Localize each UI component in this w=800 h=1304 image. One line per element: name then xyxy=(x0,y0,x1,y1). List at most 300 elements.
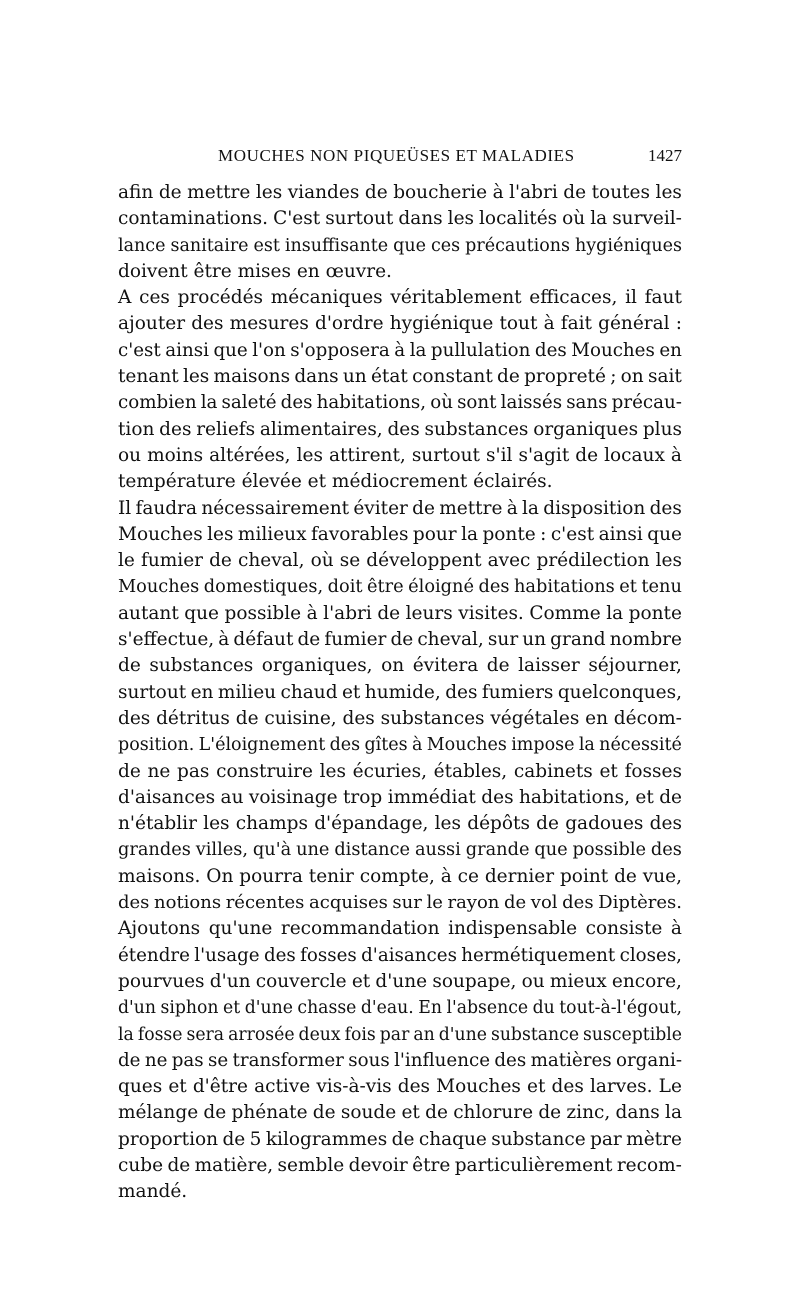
text-line xyxy=(118,417,682,443)
word: de xyxy=(486,655,510,677)
word: de xyxy=(209,550,232,572)
word: localités xyxy=(479,208,558,230)
word: C'est xyxy=(273,208,321,230)
word: lance xyxy=(118,235,166,256)
word: Mouches xyxy=(118,577,200,598)
word: et xyxy=(527,1076,546,1098)
word: afin xyxy=(118,182,154,203)
word: des xyxy=(445,681,478,703)
word: de xyxy=(391,1128,415,1150)
word: des xyxy=(118,892,150,914)
word: est xyxy=(253,235,280,256)
word: L'éloignement xyxy=(198,735,326,756)
word: à xyxy=(670,918,682,940)
word: fait xyxy=(560,313,592,335)
word: de xyxy=(118,655,141,677)
text-line xyxy=(118,285,682,311)
word: notions xyxy=(154,892,222,914)
word: larves. xyxy=(589,1076,653,1098)
word: s'effectue, xyxy=(118,629,215,651)
text-line xyxy=(118,548,682,574)
word: à xyxy=(394,339,406,361)
word: en xyxy=(190,681,214,703)
word: et xyxy=(599,760,618,782)
text-line xyxy=(118,390,682,416)
word: de xyxy=(563,182,587,203)
word: siphon xyxy=(160,998,219,1019)
word: Le xyxy=(658,1076,682,1098)
word: cheval, xyxy=(417,629,484,651)
word: de xyxy=(659,786,682,808)
word: des xyxy=(650,840,682,861)
word: que xyxy=(184,602,219,624)
word: à xyxy=(543,313,555,335)
word: aussi xyxy=(414,840,461,861)
word: ces xyxy=(139,287,170,309)
word: sera xyxy=(186,1024,225,1045)
word: précautions xyxy=(465,235,570,256)
word: de xyxy=(118,1049,141,1071)
word: mélange xyxy=(118,1102,199,1124)
word: véritablement xyxy=(390,287,522,309)
word: il xyxy=(625,287,637,309)
text-line xyxy=(118,837,682,863)
word: constant xyxy=(412,366,493,388)
text-line xyxy=(118,574,682,600)
page-number: 1427 xyxy=(648,146,682,165)
word: closes, xyxy=(619,944,682,966)
word: l'influence xyxy=(394,1049,491,1071)
word: la xyxy=(665,1102,682,1124)
word: viandes xyxy=(287,182,360,203)
word: impose xyxy=(511,735,575,756)
word: et xyxy=(401,1102,420,1124)
word: attirent, xyxy=(328,444,406,466)
word: substances xyxy=(424,418,529,440)
text-line xyxy=(118,995,682,1021)
text-line xyxy=(118,916,682,942)
word: mieux xyxy=(549,970,607,992)
word: sous xyxy=(348,1049,390,1071)
word: de xyxy=(575,444,599,466)
word: fumier xyxy=(324,629,387,651)
word: autant xyxy=(118,602,179,624)
word: mètre xyxy=(626,1128,682,1150)
word: faut xyxy=(644,287,682,309)
word: s'agit xyxy=(518,444,570,466)
word: villes, xyxy=(195,840,249,861)
word: de xyxy=(377,602,401,624)
word: domestiques, xyxy=(203,577,324,598)
word: laisser xyxy=(518,655,580,677)
word: substance xyxy=(491,1128,586,1150)
word: En xyxy=(418,998,442,1019)
word: position. xyxy=(118,735,195,756)
word: mettre xyxy=(187,182,251,203)
word: saleté xyxy=(221,392,277,414)
word: d'une xyxy=(375,970,428,992)
word: des xyxy=(263,944,296,966)
word: les xyxy=(319,760,346,782)
word: procédés xyxy=(177,287,264,309)
word: des xyxy=(481,786,514,808)
word: milieu xyxy=(217,681,277,703)
word: végétales xyxy=(490,707,580,729)
word: des xyxy=(562,892,594,914)
word: que xyxy=(647,523,682,545)
word: recommandation xyxy=(280,918,440,940)
word: 5 xyxy=(249,1128,262,1150)
word: un xyxy=(522,629,547,651)
word: récentes xyxy=(225,892,305,914)
word: de xyxy=(158,182,182,203)
word: être xyxy=(367,577,404,598)
word: sans xyxy=(566,392,608,414)
word: Il xyxy=(118,497,132,519)
word: fois xyxy=(344,1024,376,1045)
word: hygiénique xyxy=(389,313,494,335)
word: disposition xyxy=(543,497,646,519)
body-text xyxy=(118,180,682,1206)
word: : xyxy=(540,523,547,545)
word: se xyxy=(208,1049,229,1071)
word: Mouches xyxy=(118,523,203,545)
word: matière, xyxy=(194,1154,274,1176)
word: matières xyxy=(530,1049,612,1071)
word: des xyxy=(494,1049,527,1071)
word: fosse xyxy=(137,1024,183,1045)
text-line xyxy=(118,1100,682,1126)
word: des xyxy=(342,707,375,729)
word: champs xyxy=(235,813,308,835)
word: la xyxy=(461,523,479,545)
word: organiques, xyxy=(261,655,373,677)
word: de xyxy=(538,1102,562,1124)
word: compte, xyxy=(359,865,435,887)
word: dernier xyxy=(484,865,555,887)
word: de xyxy=(297,629,321,651)
word: séjourner, xyxy=(588,655,682,677)
word: vis-à-vis xyxy=(316,1076,392,1098)
word: des xyxy=(649,813,682,835)
word: ou xyxy=(118,444,142,466)
word: l'abri xyxy=(509,182,558,203)
word: cheval, xyxy=(237,550,305,572)
word: particulièrement xyxy=(454,1154,613,1176)
word: un xyxy=(342,366,367,388)
word: d'ordre xyxy=(315,313,384,335)
word: possible xyxy=(224,602,302,624)
word: de xyxy=(118,760,141,782)
word: par xyxy=(379,1024,410,1045)
word: ainsi xyxy=(165,339,209,361)
word: point xyxy=(559,865,609,887)
word: sanitaire xyxy=(170,235,249,256)
word: substances xyxy=(149,655,254,677)
word: maisons. xyxy=(118,865,201,887)
word: la xyxy=(200,392,218,414)
word: gadoues xyxy=(565,813,644,835)
word: dans xyxy=(294,366,339,388)
word: nécessairement xyxy=(201,497,350,519)
word: par xyxy=(590,1128,622,1150)
word: d'un xyxy=(118,998,157,1019)
word: ne xyxy=(147,760,171,782)
running-title: MOUCHES NON PIQUEÜSES ET MALADIES xyxy=(218,146,575,165)
word: sur xyxy=(487,629,519,651)
word: on xyxy=(381,655,405,677)
word: ; xyxy=(610,366,617,388)
word: habitations xyxy=(513,577,615,598)
word: où xyxy=(310,550,334,572)
word: combien xyxy=(118,392,197,414)
word: de xyxy=(235,707,259,729)
word: habitations, xyxy=(316,392,427,414)
word: la xyxy=(409,339,427,361)
word: éloigné xyxy=(408,577,474,598)
word: des xyxy=(280,392,313,414)
word: de xyxy=(497,366,520,388)
word: d'être xyxy=(192,1076,248,1098)
word: nécessité xyxy=(599,735,682,756)
word: substance xyxy=(490,1024,580,1045)
word: et xyxy=(351,970,371,992)
word: Mouches xyxy=(436,1076,521,1098)
word: soupape, xyxy=(432,970,517,992)
text-line xyxy=(118,522,682,548)
word: que xyxy=(213,339,248,361)
word: écuries, xyxy=(352,760,427,782)
word: qu'une xyxy=(208,918,273,940)
word: Mouches xyxy=(571,339,655,361)
word: encore, xyxy=(611,970,682,992)
word: alimentaires, xyxy=(259,418,383,440)
word: décom- xyxy=(613,707,682,729)
word: locaux xyxy=(604,444,665,466)
word: cuisine, xyxy=(264,707,337,729)
word: pullulation xyxy=(430,339,531,361)
word: Diptères. xyxy=(598,892,682,914)
text-line xyxy=(118,1127,682,1153)
word: qu'à xyxy=(252,840,292,861)
word: vol xyxy=(530,892,558,914)
word: à xyxy=(218,629,230,651)
text-line xyxy=(118,706,682,732)
word: sur xyxy=(392,892,422,914)
word: efficaces, xyxy=(529,287,618,309)
word: mettre xyxy=(439,497,503,519)
word: deux xyxy=(298,1024,341,1045)
text-line xyxy=(118,180,682,206)
text-line xyxy=(118,233,682,259)
word: chlorure xyxy=(453,1102,534,1124)
word: que xyxy=(393,235,426,256)
word: des xyxy=(387,418,420,440)
word: gîtes xyxy=(364,735,408,756)
word: active xyxy=(254,1076,311,1098)
word: pourvues xyxy=(118,970,205,992)
word: cabinets xyxy=(513,760,593,782)
word: moins xyxy=(147,444,204,466)
word: à xyxy=(306,602,318,624)
text-line xyxy=(118,680,682,706)
text-line xyxy=(118,890,682,916)
word: des xyxy=(159,418,192,440)
word: étables, xyxy=(433,760,508,782)
word: zinc, xyxy=(566,1102,611,1124)
word: détritus xyxy=(156,707,230,729)
word: dans xyxy=(615,1102,660,1124)
word: des xyxy=(397,1076,431,1098)
word: pas xyxy=(177,760,210,782)
word: de xyxy=(364,182,388,203)
text-line: doivent être mises en œuvre. xyxy=(118,260,392,282)
word: boucherie xyxy=(393,182,488,203)
word: ce xyxy=(457,865,479,887)
text-line xyxy=(118,496,682,522)
word: où xyxy=(430,392,453,414)
word: consiste xyxy=(585,918,663,940)
word: état xyxy=(370,366,408,388)
word: à xyxy=(492,182,504,203)
word: une xyxy=(296,840,330,861)
text-line xyxy=(118,1022,682,1048)
word: évitera xyxy=(412,655,479,677)
word: de xyxy=(425,1102,448,1124)
word: voisinage xyxy=(248,786,338,808)
word: les xyxy=(296,444,323,466)
running-head xyxy=(118,146,682,170)
word: et xyxy=(619,577,637,598)
word: l'on xyxy=(252,339,286,361)
word: des xyxy=(329,735,361,756)
word: arrosée xyxy=(228,1024,295,1045)
word: construire xyxy=(216,760,313,782)
word: le xyxy=(118,550,135,572)
word: tout xyxy=(499,313,538,335)
word: en xyxy=(659,339,682,361)
word: les xyxy=(655,182,682,203)
word: ponte xyxy=(482,523,536,545)
word: c'est xyxy=(118,339,161,361)
word: l'absence xyxy=(446,998,529,1019)
word: Comme xyxy=(529,602,601,624)
word: les xyxy=(182,366,210,388)
text-line: température élevée et médiocrement éclairés. xyxy=(118,471,553,493)
word: trop xyxy=(343,786,383,808)
word: fumier xyxy=(140,550,203,572)
word: proportion xyxy=(118,1128,219,1150)
word: surveil- xyxy=(612,208,682,230)
word: On xyxy=(206,865,234,887)
word: contaminations. xyxy=(118,208,269,230)
word: faudra xyxy=(135,497,198,519)
word: d'aisances xyxy=(361,944,457,966)
word: ne xyxy=(144,1049,168,1071)
word: nombre xyxy=(609,629,682,651)
word: des xyxy=(649,497,682,519)
word: distance xyxy=(334,840,411,861)
text-line xyxy=(118,627,682,653)
word: surtout xyxy=(411,444,480,466)
word: que xyxy=(534,840,568,861)
word: : xyxy=(675,313,682,335)
word: ainsi xyxy=(598,523,643,545)
word: habitations, xyxy=(519,786,630,808)
text-line xyxy=(118,601,682,627)
word: Mouches xyxy=(426,735,507,756)
word: les xyxy=(655,550,682,572)
word: milieux xyxy=(237,523,307,545)
word: chaud xyxy=(280,681,338,703)
word: au xyxy=(220,786,244,808)
word: des xyxy=(534,339,567,361)
word: d'épandage, xyxy=(314,813,429,835)
text-line xyxy=(118,443,682,469)
word: visites. xyxy=(458,602,524,624)
word: l'usage xyxy=(194,944,260,966)
word: d'une xyxy=(244,998,293,1019)
text-line xyxy=(118,732,682,758)
word: n'établir xyxy=(118,813,197,835)
word: avec xyxy=(487,550,531,572)
word: s'il xyxy=(486,444,513,466)
word: reliefs xyxy=(196,418,256,440)
word: c'est xyxy=(550,523,595,545)
word: de xyxy=(167,1154,191,1176)
word: de xyxy=(203,1102,227,1124)
text-line xyxy=(118,653,682,679)
word: couvercle xyxy=(255,970,347,992)
word: de xyxy=(614,865,637,887)
word: fosses xyxy=(624,760,682,782)
word: les xyxy=(447,208,475,230)
word: se xyxy=(339,550,361,572)
word: pas xyxy=(171,1049,204,1071)
word: tenir xyxy=(308,865,354,887)
word: pour xyxy=(412,523,457,545)
word: A xyxy=(118,287,132,309)
word: éviter xyxy=(353,497,408,519)
word: des xyxy=(478,577,510,598)
word: vue, xyxy=(642,865,682,887)
word: chasse xyxy=(297,998,357,1019)
word: général xyxy=(598,313,670,335)
word: où xyxy=(562,208,586,230)
word: susceptible xyxy=(583,1024,682,1045)
word: l'abri xyxy=(323,602,372,624)
word: d'un xyxy=(209,970,251,992)
word: surtout xyxy=(325,208,394,230)
word: on xyxy=(620,366,644,388)
word: cube xyxy=(118,1154,164,1176)
text-line xyxy=(118,1074,682,1100)
word: pourra xyxy=(239,865,303,887)
word: de xyxy=(412,497,435,519)
word: hygiéniques xyxy=(575,235,682,256)
word: quelconques, xyxy=(557,681,682,703)
word: sont xyxy=(457,392,497,414)
word: du xyxy=(532,998,555,1019)
word: la xyxy=(606,602,624,624)
word: ces xyxy=(431,235,461,256)
word: à xyxy=(440,865,452,887)
word: tenant xyxy=(118,366,179,388)
word: d'une xyxy=(438,1024,487,1045)
word: propreté xyxy=(524,366,606,388)
word: laissés xyxy=(500,392,563,414)
word: étendre xyxy=(118,944,190,966)
